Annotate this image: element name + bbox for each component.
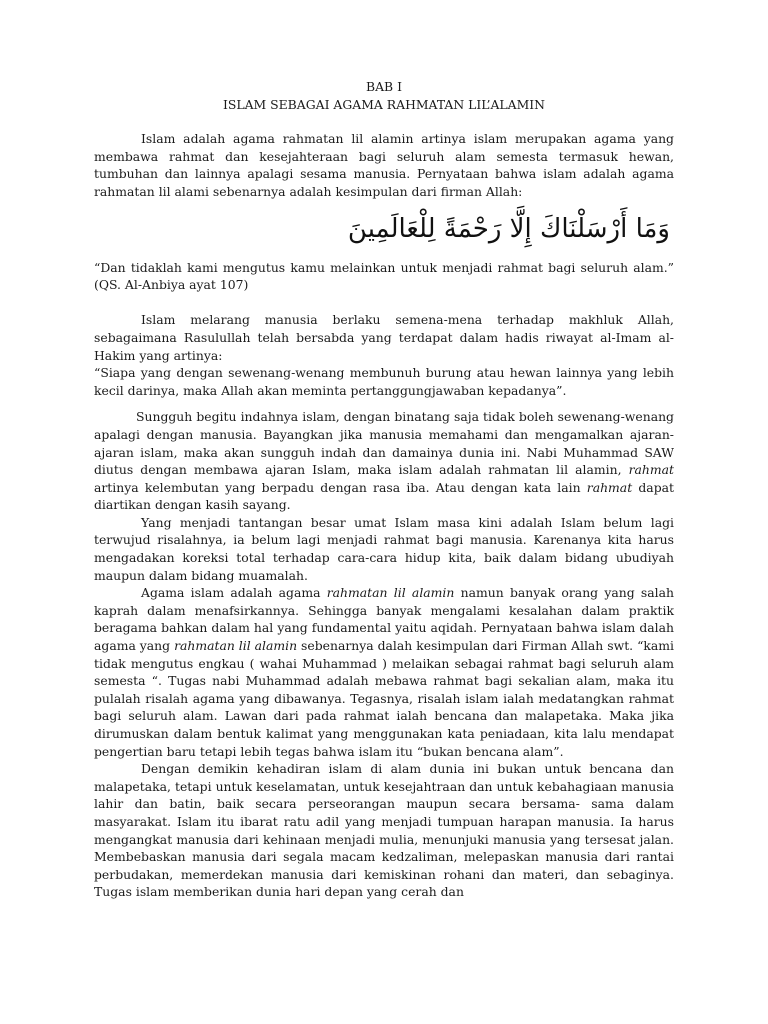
chapter-title: ISLAM SEBAGAI AGAMA RAHMATAN LIL’ALAMIN [222, 96, 546, 112]
hadith-intro-paragraph: Islam melarang manusia berlaku semena-mena terhadap makhluk Allah, sebagaimana Rasulullah telah bersabda yang terdapat dalam hadis riwayat al-Imam al-Hakim yang artinya: [94, 312, 674, 363]
paragraph-agama [94, 584, 674, 760]
italic-run: rahmatan lil alamin [326, 585, 455, 601]
paragraph-kehadiran: Dengan demikin kehadiran islam di alam dunia ini bukan untuk bencana dan malapetaka, tetapi untuk keselamatan, untuk kesejahtraan dan untuk kebahagiaan manusia lahir dan batin, baik secara perseorangan maupun secara bersama- sama dalam masyarakat. Islam itu ibarat ratu adil yang menjadi tumpuan harapan manusia. Ia harus mengangkat manusia dari kehinaan menjadi mulia, menunjuki manusia yang tersesat jalan. Membebaskan manusia dari segala macam kedzaliman, melepaskan manusia dari rantai perbudakan, memerdekan manusia dari kemiskinan rohani dan materi, dan sebaginya. Tugas islam memberikan dunia hari depan yang cerah dan [94, 761, 674, 900]
paragraph-tantangan: Yang menjadi tantangan besar umat Islam masa kini adalah Islam belum lagi terwujud risalahnya, ia belum lagi menjadi rahmat bagi manusia. Karenanya kita harus mengadakan koreksi total terhadap cara-cara hidup kita, baik dalam bidang ubudiyah maupun dalam bidang muamalah. [94, 514, 674, 583]
text-run: Agama islam adalah agama [141, 585, 327, 601]
text-run: sebenarnya dalah kesimpulan dari Firman Allah swt. “kami tidak mengutus engkau ( wahai Muhammad ) melaikan sebagai rahmat bagi seluruh alam semesta “. Tugas nabi Muhammad adalah mebawa rahmat bagi sekalian alam, maka itu pulalah risalah agama yang dibawanya. Tegasnya, risalah islam ialah medatangkan rahmat bagi seluruh alam. Lawan dari pada rahmat ialah bencana dan malapetaka. Maka jika dirumuskan dalam bentuk kalimat yang menggunakan kata peniadaan, kita lalu mendapat pengertian baru tetapi lebih tegas bahwa islam itu “bukan bencana alam”. [94, 638, 675, 759]
text-run: namun banyak orang yang salah kaprah dalam menafsirkannya. Sehingga banyak mengalami kesalahan dalam praktik beragama bahkan dalam hal yang fundamental yaitu aqidah. Pernyataan bahwa islam dalah agama yang [94, 585, 675, 654]
text-run: Sungguh begitu indahnya islam, dengan binatang saja tidak boleh sewenang-wenang apalagi dengan manusia. Bayangkan jika manusia memahami dan mengamalkan ajaran-ajaran islam, maka akan sungguh indah dan damainya dunia ini. Nabi Muhammad SAW diutus dengan membawa ajaran Islam, maka islam adalah rahmatan lil alamin, [94, 409, 674, 478]
text-run: dapat diartikan dengan kasih sayang. [94, 479, 674, 513]
italic-run: rahmatan lil alamin [174, 638, 298, 654]
text-run: artinya kelembutan yang berpadu dengan rasa iba. Atau dengan kata lain [94, 479, 587, 495]
italic-run: rahmat [628, 462, 674, 478]
italic-run: rahmat [586, 479, 633, 495]
verse-translation: “Dan tidaklah kami mengutus kamu melainkan untuk menjadi rahmat bagi seluruh alam.” (QS. Al-Anbiya ayat 107) [94, 259, 674, 293]
paragraph-sungguh [94, 408, 674, 514]
document-page [94, 78, 674, 901]
arabic-verse: وَمَا أَرْسَلْنَاكَ إِلَّا رَحْمَةً لِلْعَالَمِينَ [347, 213, 670, 244]
chapter-label: BAB I [366, 79, 402, 94]
hadith-quote: “Siapa yang dengan sewenang-wenang membunuh burung atau hewan lainnya yang lebih kecil darinya, maka Allah akan meminta pertanggungjawaban kepadanya”. [94, 365, 674, 398]
intro-paragraph: Islam adalah agama rahmatan lil alamin artinya islam merupakan agama yang membawa rahmat dan kesejahteraan bagi seluruh alam semesta termasuk hewan, tumbuhan dan lainnya apalagi sesama manusia. Pernyataan bahwa islam adalah agama rahmatan lil alami sebenarnya adalah kesimpulan dari firman Allah: [94, 131, 674, 199]
